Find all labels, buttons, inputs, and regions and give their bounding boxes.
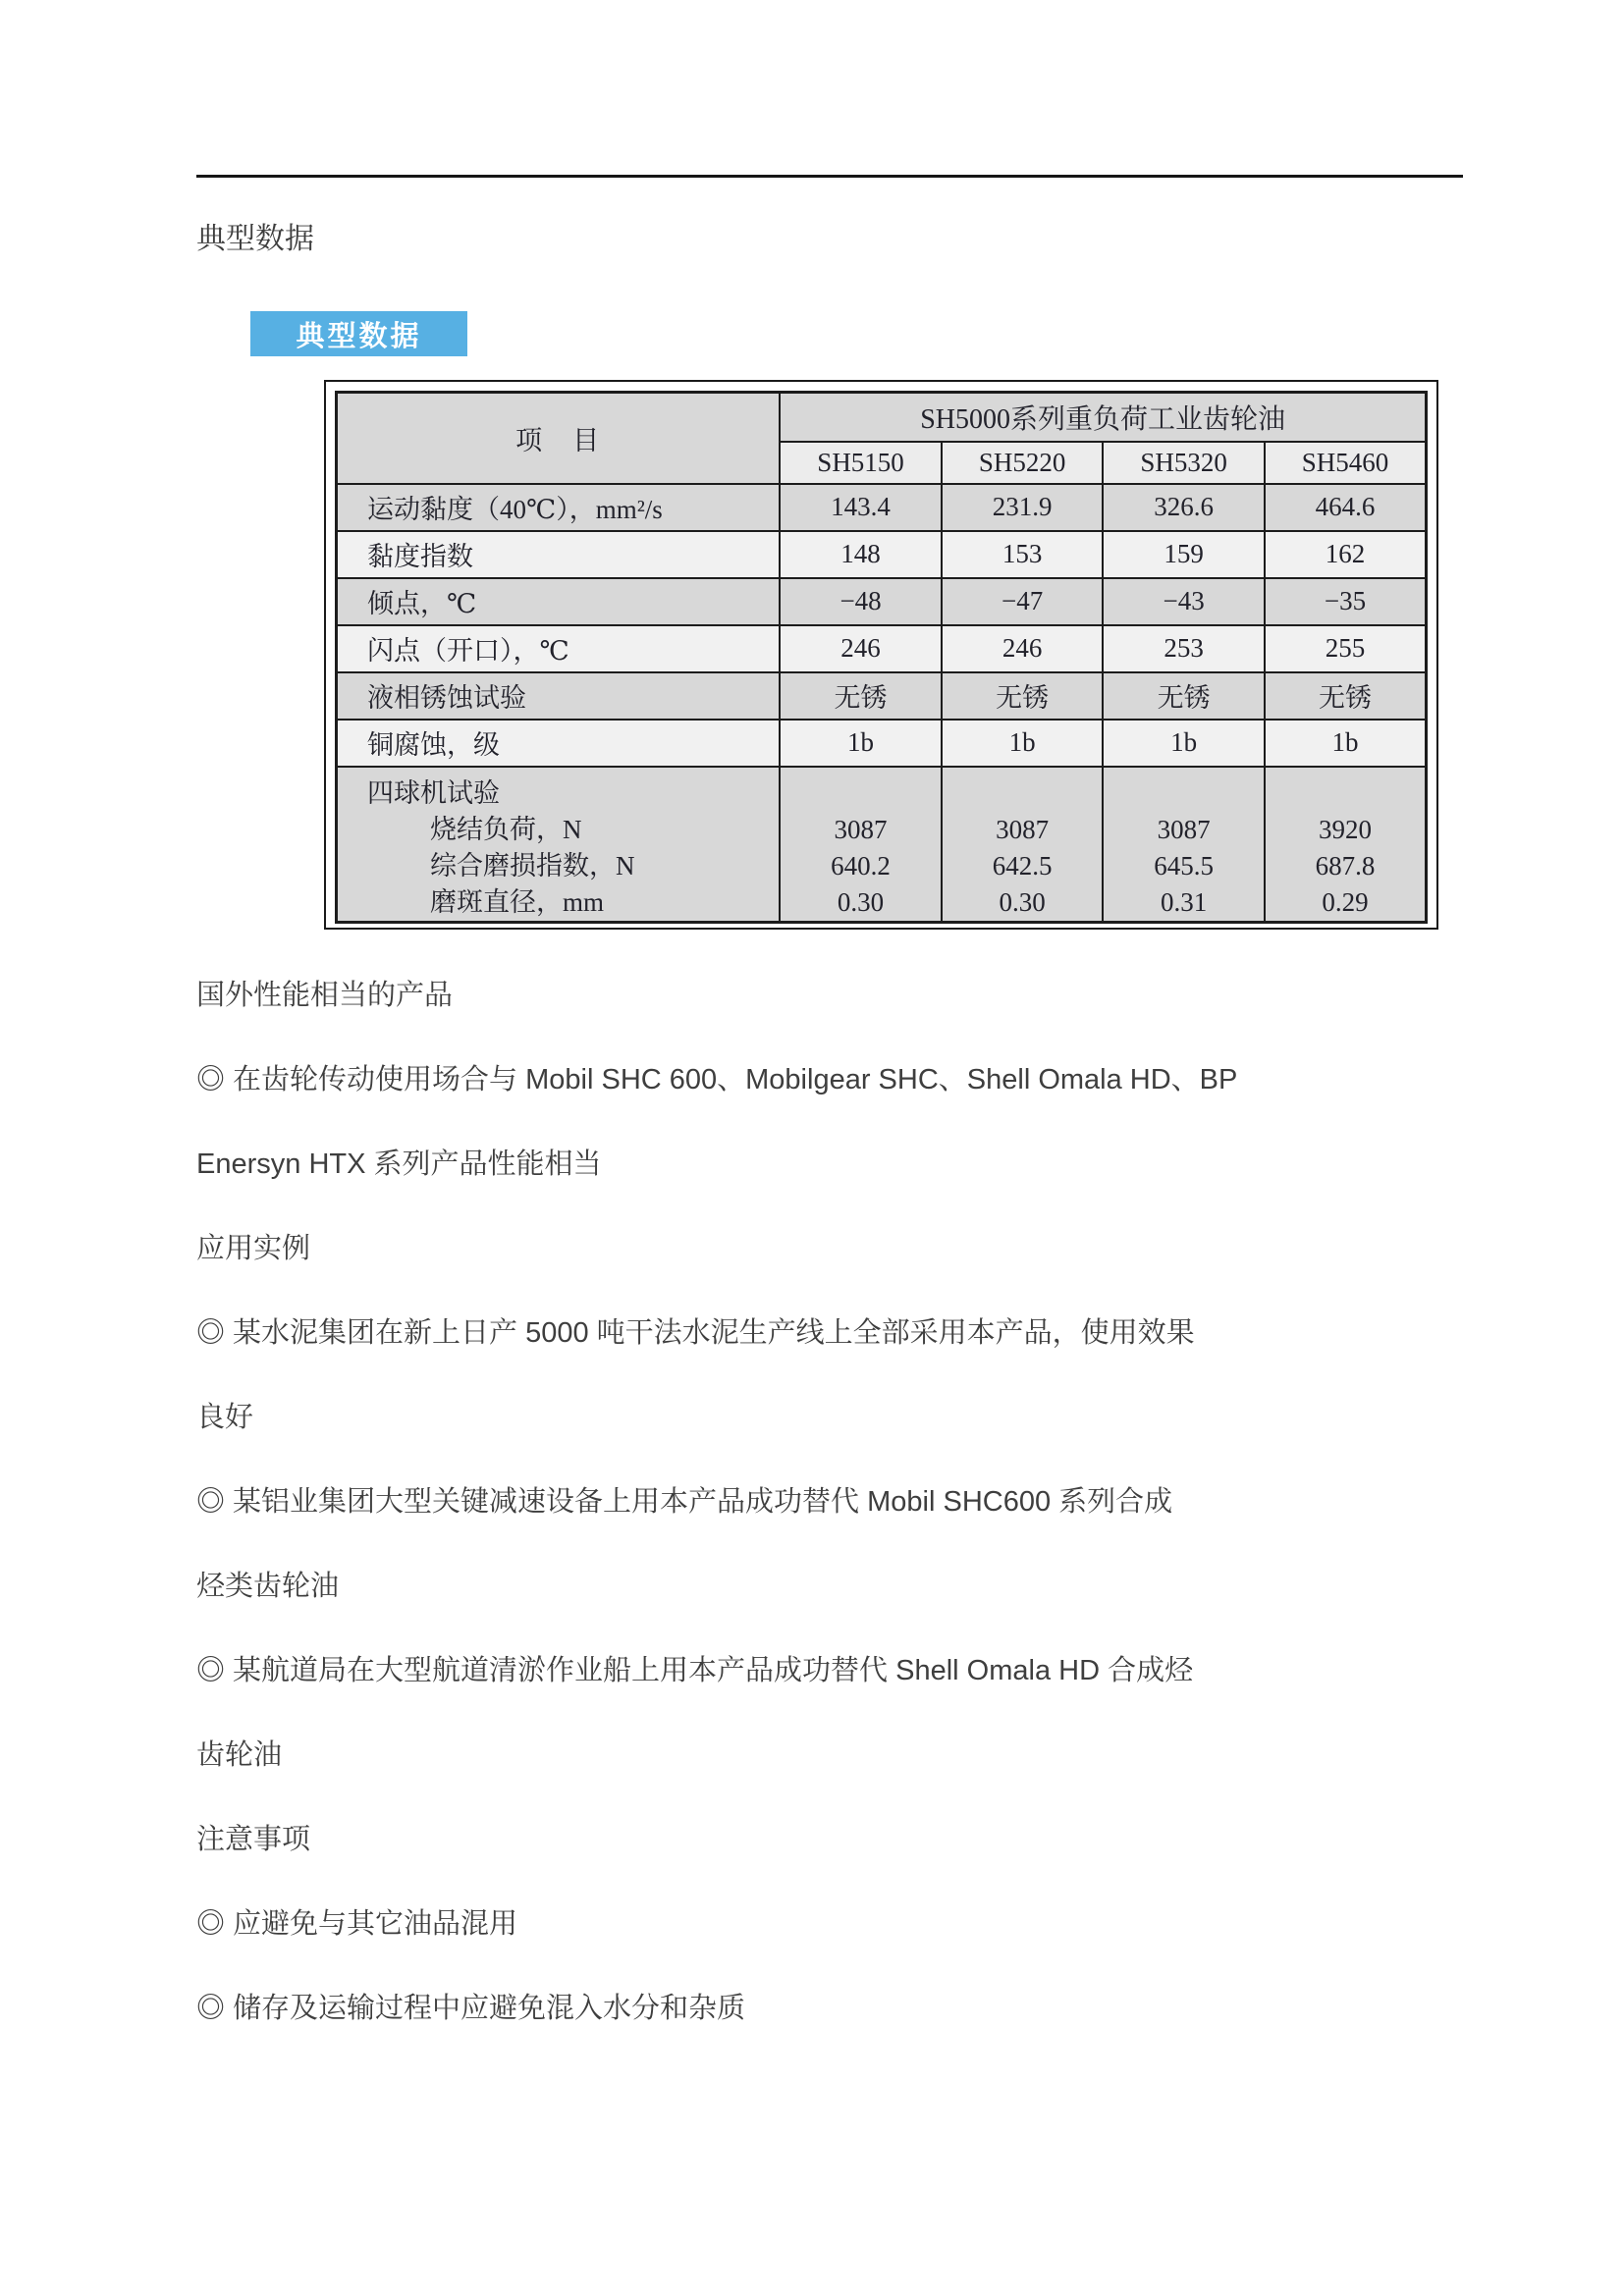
table-cell: 231.9 — [942, 484, 1104, 531]
four-ball-title: 四球机试验 — [367, 777, 500, 808]
table-cell: 326.6 — [1103, 484, 1265, 531]
table-cell: 1b — [942, 720, 1104, 767]
table-cell: 无锈 — [1265, 672, 1427, 720]
row-label: 运动黏度（40℃），mm²/s — [337, 484, 781, 531]
typical-data-table-frame — [324, 380, 1438, 930]
row-label: 黏度指数 — [337, 531, 781, 578]
table-row-four-ball — [337, 767, 1427, 923]
table-row — [337, 672, 1427, 720]
row-label: 铜腐蚀，级 — [337, 720, 781, 767]
four-ball-value: 3087 — [1157, 814, 1211, 844]
table-row — [337, 484, 1427, 531]
four-ball-value: 642.5 — [992, 850, 1053, 881]
table-cell: 143.4 — [780, 484, 942, 531]
four-ball-sub-label: 烧结负荷，N — [430, 814, 582, 844]
table-row — [337, 720, 1427, 767]
body-line: 烃类齿轮油 — [196, 1570, 340, 1602]
table-cell: 153 — [942, 531, 1104, 578]
four-ball-value: 0.29 — [1322, 886, 1369, 917]
table-cell: 1b — [1103, 720, 1265, 767]
body-line: ◎ 在齿轮传动使用场合与 Mobil SHC 600、Mobilgear SHC、Shell Omala HD、BP — [196, 1063, 1238, 1095]
table-cell: 1b — [1265, 720, 1427, 767]
row-label: 液相锈蚀试验 — [337, 672, 781, 720]
table-cell: 159 — [1103, 531, 1265, 578]
body-line: ◎ 某航道局在大型航道清淤作业船上用本产品成功替代 Shell Omala HD 合成烃 — [196, 1654, 1194, 1686]
table-row — [337, 625, 1427, 672]
four-ball-value: 645.5 — [1154, 850, 1215, 881]
table-col-header: SH5320 — [1103, 442, 1265, 484]
section-badge — [250, 311, 467, 356]
body-line: 良好 — [196, 1401, 254, 1433]
four-ball-sub-label: 磨斑直径，mm — [430, 886, 605, 917]
table-cell: 无锈 — [942, 672, 1104, 720]
table-cell: 无锈 — [780, 672, 942, 720]
table-row — [337, 578, 1427, 625]
row-label: 倾点，℃ — [337, 578, 781, 625]
table-cell: −48 — [780, 578, 942, 625]
four-ball-value: 0.30 — [999, 886, 1046, 917]
four-ball-value: 3920 — [1318, 814, 1372, 844]
table-cell: 255 — [1265, 625, 1427, 672]
table-row — [337, 531, 1427, 578]
section-heading: 应用实例 — [196, 1232, 311, 1264]
table-cell — [780, 767, 942, 923]
body-line: Enersyn HTX 系列产品性能相当 — [196, 1148, 602, 1180]
table-cell: 253 — [1103, 625, 1265, 672]
table-item-header: 项 目 — [337, 393, 781, 484]
table-cell: 148 — [780, 531, 942, 578]
four-ball-value: 640.2 — [831, 850, 891, 881]
table-col-header: SH5150 — [780, 442, 942, 484]
body-text — [196, 950, 1473, 2048]
table-col-header: SH5460 — [1265, 442, 1427, 484]
table-cell: −35 — [1265, 578, 1427, 625]
page-title: 典型数据 — [196, 223, 314, 255]
four-ball-value: 0.30 — [837, 886, 885, 917]
table-cell: 1b — [780, 720, 942, 767]
table-cell — [942, 767, 1104, 923]
body-line: ◎ 某铝业集团大型关键减速设备上用本产品成功替代 Mobil SHC600 系列合成 — [196, 1485, 1173, 1518]
table-cell: −47 — [942, 578, 1104, 625]
four-ball-value: 687.8 — [1315, 850, 1376, 881]
top-rule — [196, 175, 1463, 178]
body-line: ◎ 应避免与其它油品混用 — [196, 1907, 518, 1940]
body-line: 齿轮油 — [196, 1738, 283, 1771]
section-heading: 国外性能相当的产品 — [196, 979, 454, 1011]
table-series-header: SH5000系列重负荷工业齿轮油 — [780, 393, 1426, 442]
table-cell — [1265, 767, 1427, 923]
table-col-header: SH5220 — [942, 442, 1104, 484]
table-cell: 无锈 — [1103, 672, 1265, 720]
table-cell — [1103, 767, 1265, 923]
table-cell: 246 — [942, 625, 1104, 672]
four-ball-value: 3087 — [834, 814, 888, 844]
four-ball-value: 3087 — [996, 814, 1050, 844]
typical-data-table — [335, 391, 1428, 924]
row-label-four-ball — [337, 767, 781, 923]
table-cell: 246 — [780, 625, 942, 672]
row-label: 闪点（开口），℃ — [337, 625, 781, 672]
table-cell: 464.6 — [1265, 484, 1427, 531]
four-ball-sub-label: 综合磨损指数，N — [430, 850, 635, 881]
section-heading: 注意事项 — [196, 1823, 311, 1855]
body-line: ◎ 某水泥集团在新上日产 5000 吨干法水泥生产线上全部采用本产品，使用效果 — [196, 1316, 1195, 1349]
four-ball-value: 0.31 — [1161, 886, 1208, 917]
table-cell: −43 — [1103, 578, 1265, 625]
table-cell: 162 — [1265, 531, 1427, 578]
section-badge-label: 典型数据 — [296, 320, 422, 352]
body-line: ◎ 储存及运输过程中应避免混入水分和杂质 — [196, 1992, 746, 2024]
